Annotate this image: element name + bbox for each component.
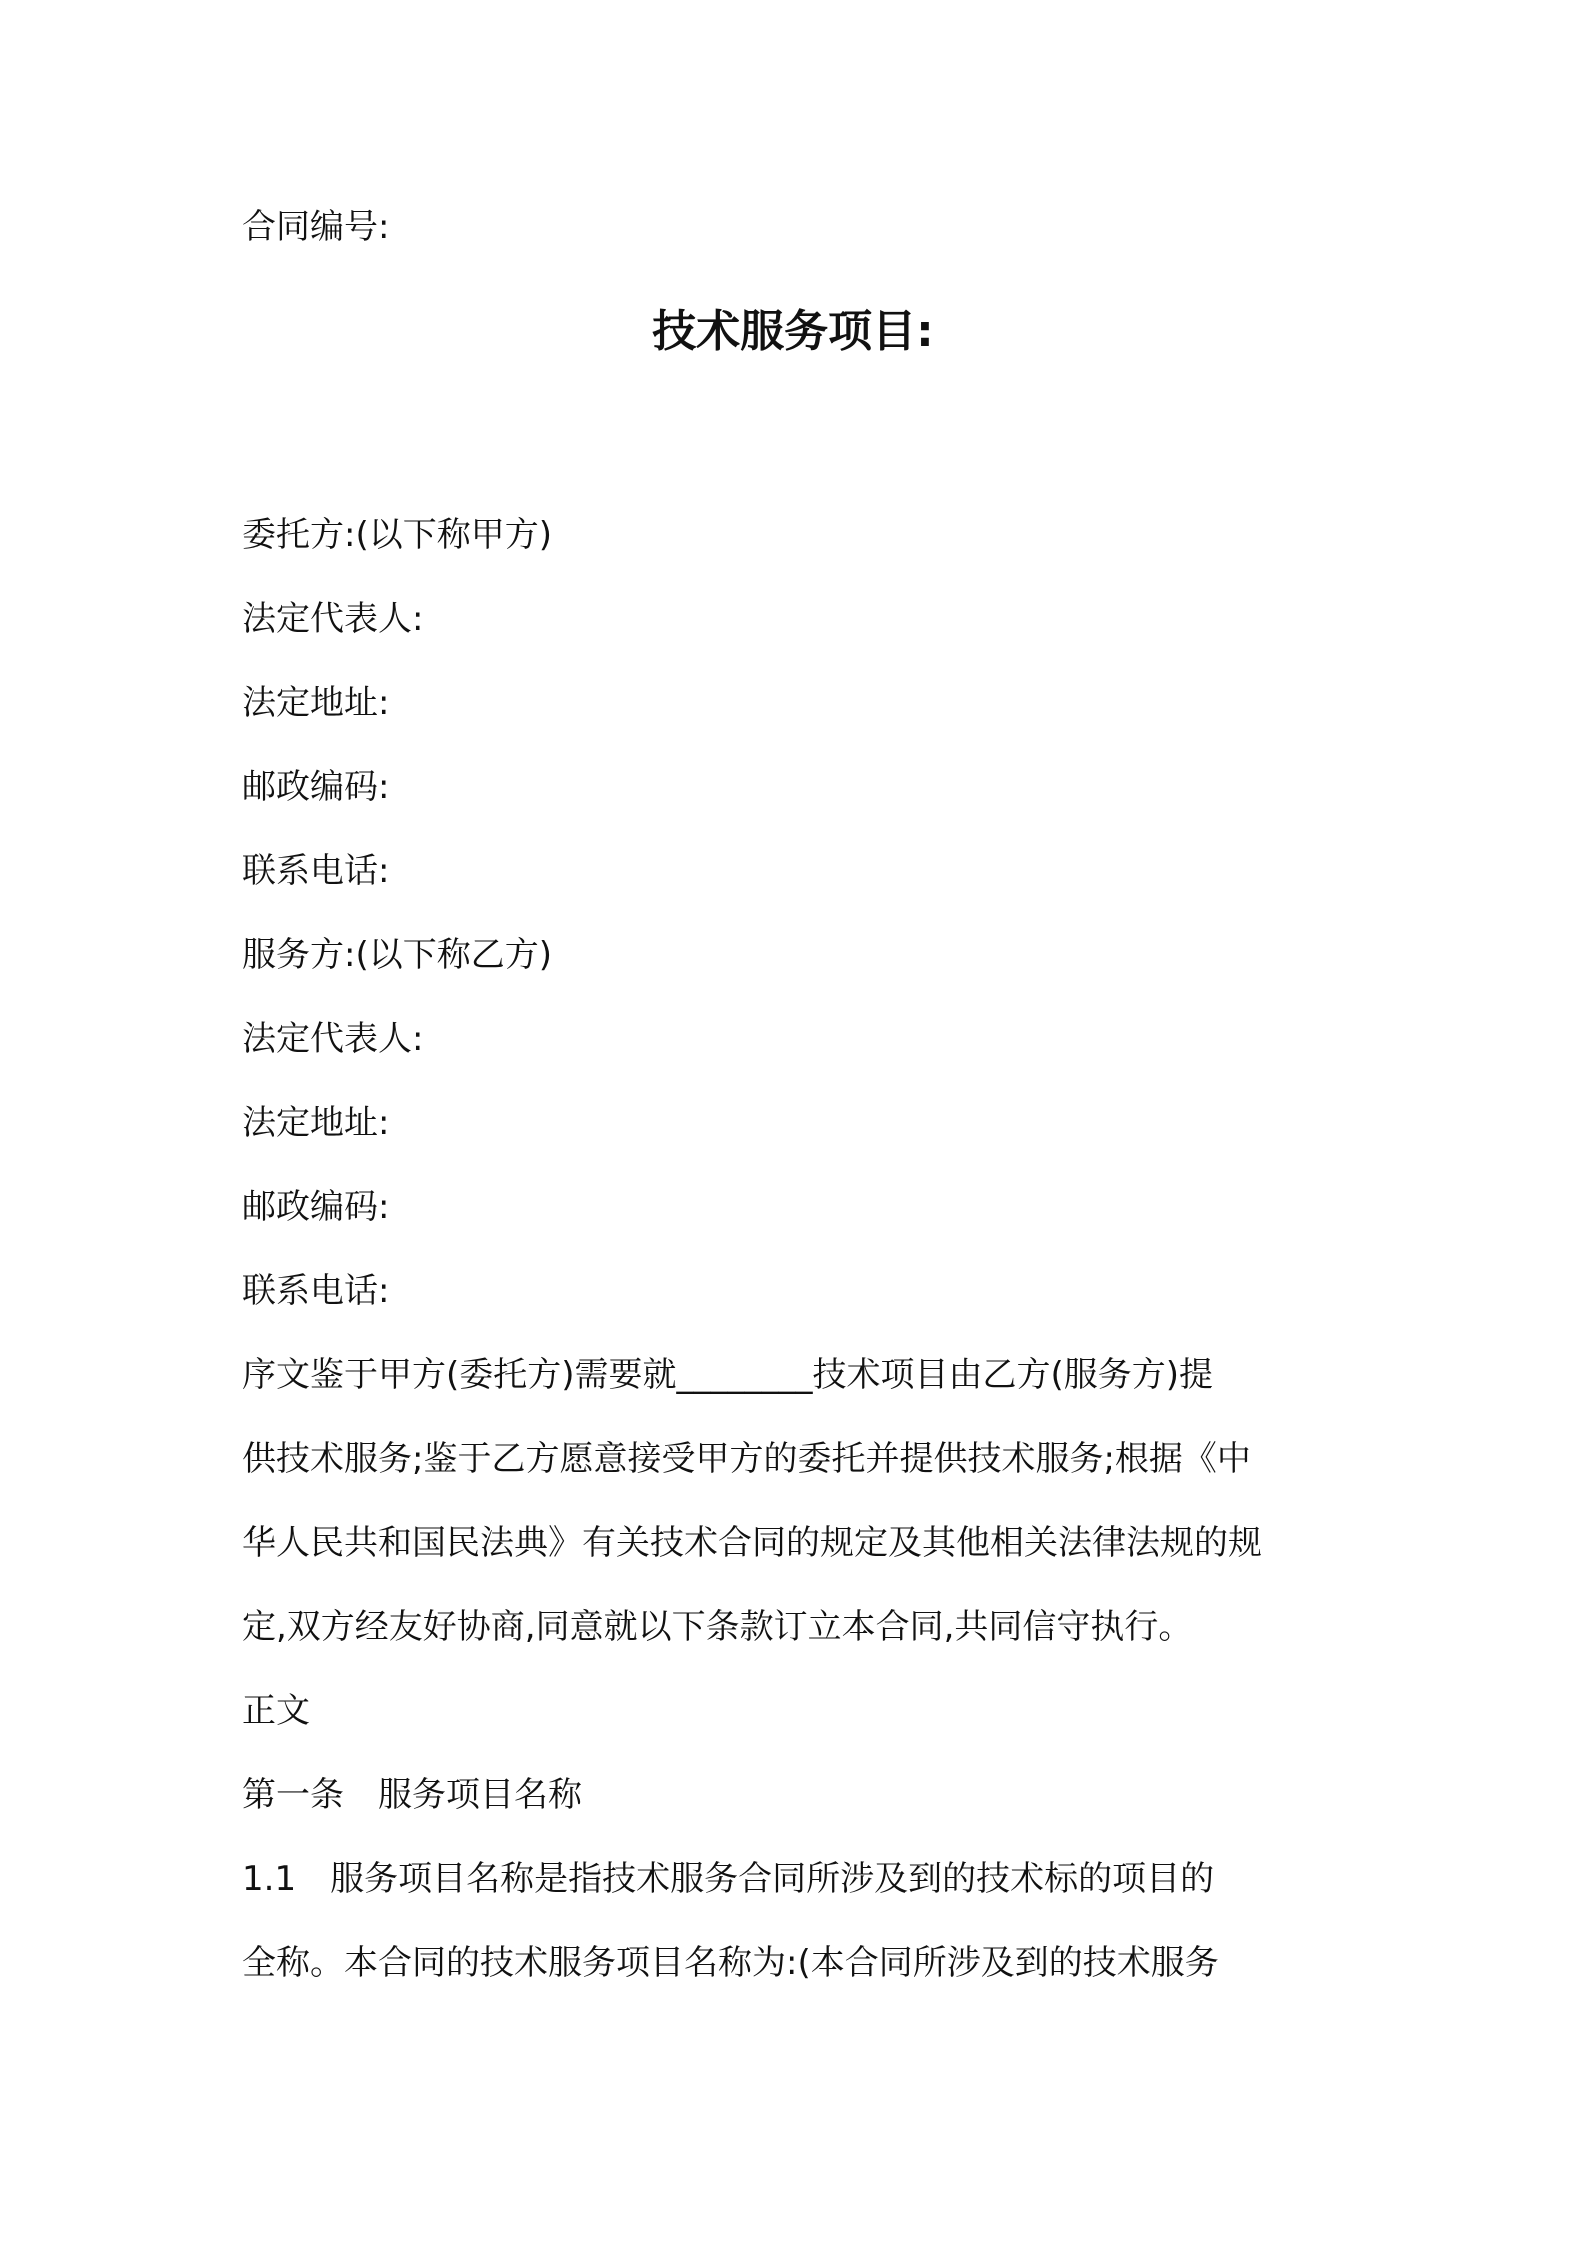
article-1-title: 第一条 服务项目名称	[242, 1775, 582, 1815]
client-postcode: 邮政编码:	[242, 767, 390, 807]
preamble-line: 定,双方经友好协商,同意就以下条款订立本合同,共同信守执行。	[242, 1607, 1193, 1647]
clause-line: 1.1 服务项目名称是指技术服务合同所涉及到的技术标的项目的	[242, 1859, 1215, 1899]
provider-legal-rep: 法定代表人:	[242, 1019, 424, 1059]
preamble-paragraph	[242, 1333, 1358, 1669]
client-heading: 委托方:(以下称甲方)	[242, 515, 552, 555]
contract-number-label: 合同编号:	[242, 207, 390, 247]
body-text	[242, 1333, 1358, 2005]
client-phone: 联系电话:	[242, 851, 390, 891]
provider-heading: 服务方:(以下称乙方)	[242, 935, 552, 975]
clause-1-1	[242, 1837, 1358, 2005]
provider-postcode: 邮政编码:	[242, 1187, 390, 1227]
document-title: 技术服务项目:	[652, 306, 934, 357]
client-address: 法定地址:	[242, 683, 390, 723]
party-fields	[242, 493, 1362, 1333]
body-heading: 正文	[242, 1691, 310, 1731]
preamble-line: 供技术服务;鉴于乙方愿意接受甲方的委托并提供技术服务;根据《中	[242, 1439, 1251, 1479]
provider-address: 法定地址:	[242, 1103, 390, 1143]
client-legal-rep: 法定代表人:	[242, 599, 424, 639]
preamble-line: 序文鉴于甲方(委托方)需要就________技术项目由乙方(服务方)提	[242, 1355, 1214, 1395]
preamble-line: 华人民共和国民法典》有关技术合同的规定及其他相关法律法规的规	[242, 1523, 1262, 1563]
clause-line: 全称。本合同的技术服务项目名称为:(本合同所涉及到的技术服务	[242, 1943, 1219, 1983]
provider-phone: 联系电话:	[242, 1271, 390, 1311]
